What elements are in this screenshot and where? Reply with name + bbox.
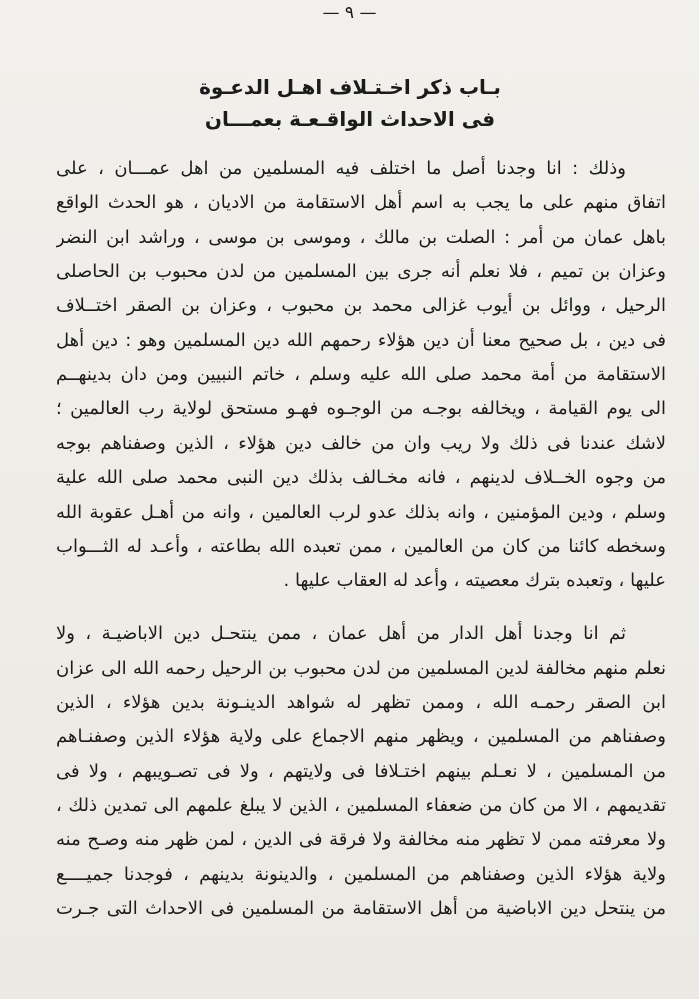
paragraph-1-line-1: وذلك : انا وجدنا أصل ما اختلف فيه المسلمين من اهل عمـــان ، على xyxy=(56,158,626,179)
paragraph-1-line-10: من وجوه الخــلاف لدينهم ، فانه مخـالف بذلك دين النبى محمد صلى الله علية xyxy=(56,467,666,488)
paragraph-1-line-8: الى يوم القيامة ، ويخالفه بوجـه من الوجـوه فهـو مستحق لولاية رب العالمين ؛ xyxy=(56,398,666,419)
paragraph-1-line-6: فى دين ، بل صحيح معنا أن دين هؤلاء رحمهم الله دين المسلمين وهو : دين أهل xyxy=(56,330,666,351)
paragraph-2-line-6: تقديمهم ، الا من كان من ضعفاء المسلمين ، الذين لا يبلغ علمهم الى تمدين ذلك ، xyxy=(56,795,666,816)
paragraph-1-line-5: الرحيل ، ووائل بن أيوب غزالى محمد بن محبوب ، وعزان بن الصقر اختــلاف xyxy=(56,295,666,316)
paragraph-2-line-9: من ينتحل دين الاباضية من أهل الاستقامة من المسلمين فى الاحداث التى جـرت xyxy=(56,898,666,919)
paragraph-1-line-9: لاشك عندنا فى ذلك ولا ريب وان من خالف دين هؤلاء ، الذين وصفناهم بوجه xyxy=(56,433,666,454)
paragraph-1-line-3: باهل عمان من أمر : الصلت بن مالك ، وموسى بن موسى ، وراشد ابن النضر xyxy=(56,227,666,248)
paragraph-1-line-12: وسخطه كائنا من كان من العالمين ، ممن تعبده الله بطاعته ، وأعـد له الثـــواب xyxy=(56,536,666,557)
paragraph-2-line-5: من المسلمين ، لا نعـلم بينهم اختـلافا فى ولايتهم ، ولا فى تصـويبهم ، ولا فى xyxy=(56,761,666,782)
paragraph-2-line-8: ولاية هؤلاء الذين وصفناهم من المسلمين ، والدينونة بدينهم ، فوجدنا جميــــع xyxy=(56,864,666,885)
chapter-title-line-1: بـاب ذكر اخـتـلاف اهـل الدعـوة xyxy=(199,75,501,99)
page-number: — ٩ — xyxy=(322,3,377,23)
chapter-title-line-2: فى الاحداث الواقـعـة بعمـــان xyxy=(204,107,496,131)
paragraph-1-line-13: عليها ، وتعبده بترك معصيته ، وأعد له العقاب عليها . xyxy=(283,570,666,591)
paragraph-2-line-2: نعلم منهم مخالفة لدين المسلمين من لدن محبوب بن الرحيل رحمه الله الى عزان xyxy=(56,658,666,679)
paragraph-1-line-11: وسلم ، ودين المؤمنين ، وانه بذلك عدو لرب العالمين ، وانه من أهـل عقوبة الله xyxy=(56,502,666,523)
paragraph-2-line-7: ولا معرفته ممن لا تظهر منه مخالفة ولا فرقة فى الدين ، لمن ظهر منه وصـح منه xyxy=(56,829,666,850)
paragraph-1-line-4: وعزان بن تميم ، فلا نعلم أنه جرى بين المسلمين من لدن محبوب بن الحاصلى xyxy=(56,261,666,282)
paragraph-2-line-4: وصفناهم من المسلمين ، ويظهر منهم الاجماع على ولاية هؤلاء الذين وصفنـاهم xyxy=(56,726,666,747)
paragraph-2-line-3: ابن الصقر رحمـه الله ، وممن تظهر له شواهد الدينـونة بدين هؤلاء ، الذين xyxy=(56,692,666,713)
paragraph-2-line-1: ثم انا وجدنا أهل الدار من أهل عمان ، ممن ينتحـل دين الاباضيـة ، ولا xyxy=(56,623,626,644)
paragraph-1-line-2: اتفاق منهم على ما يجب به اسم أهل الاستقامة من الاديان ، هو الحدث الواقع xyxy=(56,192,666,213)
paragraph-1-line-7: الاستقامة من أمة محمد صلى الله عليه وسلم ، خاتم النبيين ومن دان بدينهــم xyxy=(56,364,666,385)
